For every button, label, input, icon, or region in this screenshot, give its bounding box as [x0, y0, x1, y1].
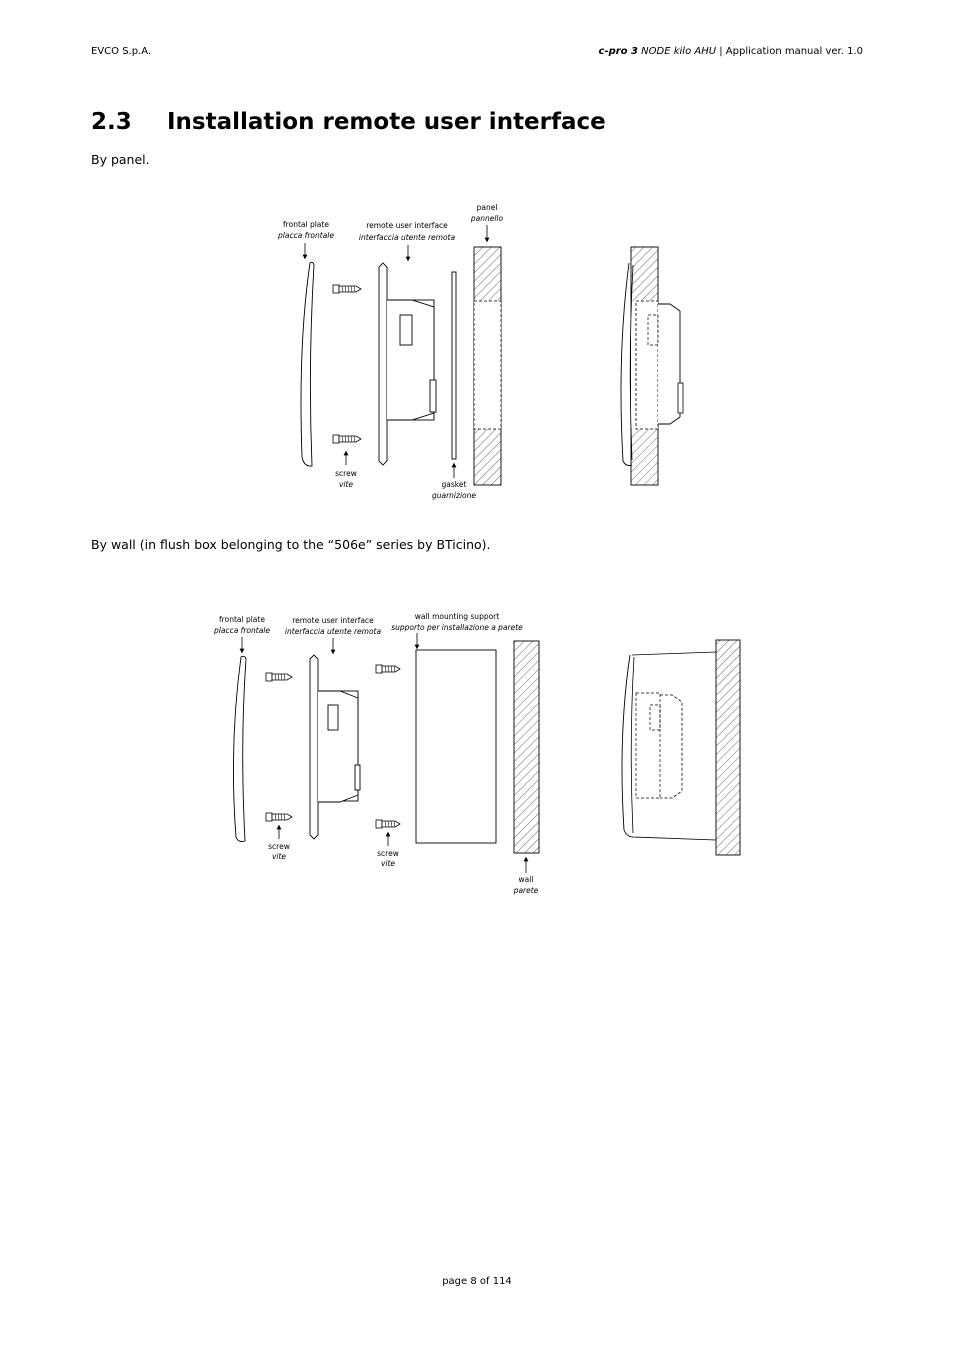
assembled-view — [621, 247, 683, 485]
header-product-bold: c-pro 3 — [598, 46, 638, 57]
frontal-plate-shape — [301, 262, 314, 466]
label-screw: screw — [268, 842, 290, 851]
label-panel-it: pannello — [470, 214, 504, 223]
label-gasket: gasket — [441, 480, 467, 489]
wall-support-shape — [416, 650, 496, 843]
label-frontal-plate: frontal plate — [283, 220, 329, 229]
label-wall: wall — [518, 875, 534, 884]
label-screw-2-it: vite — [380, 859, 396, 868]
label-wall-it: parete — [513, 886, 539, 895]
header-company: EVCO S.p.A. — [91, 46, 152, 57]
label-screw: screw — [335, 469, 357, 478]
label-frontal-plate-it: placca frontale — [278, 231, 334, 240]
wall-caption: By wall (in flush box belonging to the “506e” series by BTicino). — [91, 537, 491, 552]
panel-shape — [474, 247, 501, 485]
label-remote-ui-it: interfaccia utente remota — [358, 233, 456, 242]
page-number: page 8 of 114 — [442, 1276, 512, 1287]
section-number: 2.3 — [91, 109, 132, 135]
label-gasket-it: guarnizione — [431, 491, 477, 500]
label-wall-support: wall mounting support — [414, 612, 500, 621]
header-product-italic: NODE kilo AHU — [641, 46, 717, 57]
label-remote-ui: remote user interface — [292, 616, 374, 625]
label-screw-it: vite — [338, 480, 354, 489]
label-frontal-plate: frontal plate — [219, 615, 265, 624]
frontal-plate-shape — [233, 656, 246, 841]
remote-ui-shape — [310, 655, 360, 839]
label-wall-support-it: supporto per installazione a parete — [391, 623, 523, 632]
label-frontal-plate-it: placca frontale — [214, 626, 270, 635]
assembled-view — [622, 640, 740, 855]
screw-icon — [333, 435, 361, 443]
section-title: Installation remote user interface — [167, 109, 606, 135]
header-doc-title — [599, 46, 864, 57]
screw-icon — [376, 820, 400, 828]
panel-caption: By panel. — [91, 152, 150, 167]
label-panel: panel — [476, 203, 498, 212]
header-doc: Application manual ver. 1.0 — [725, 46, 863, 57]
screw-icon — [333, 285, 361, 293]
screw-icon — [266, 673, 292, 681]
panel-installation-figure — [0, 195, 954, 505]
label-remote-ui-it: interfaccia utente remota — [284, 627, 382, 636]
screw-icon — [266, 813, 292, 821]
label-screw-it: vite — [271, 852, 287, 861]
label-screw-2: screw — [377, 849, 399, 858]
remote-ui-shape — [379, 263, 436, 465]
header-separator: | — [716, 46, 726, 57]
label-remote-ui: remote user interface — [366, 221, 448, 230]
section-heading — [91, 109, 606, 135]
screw-icon — [376, 665, 400, 673]
wall-installation-figure — [0, 605, 954, 900]
wall-shape — [514, 641, 539, 853]
gasket-shape — [452, 272, 456, 459]
